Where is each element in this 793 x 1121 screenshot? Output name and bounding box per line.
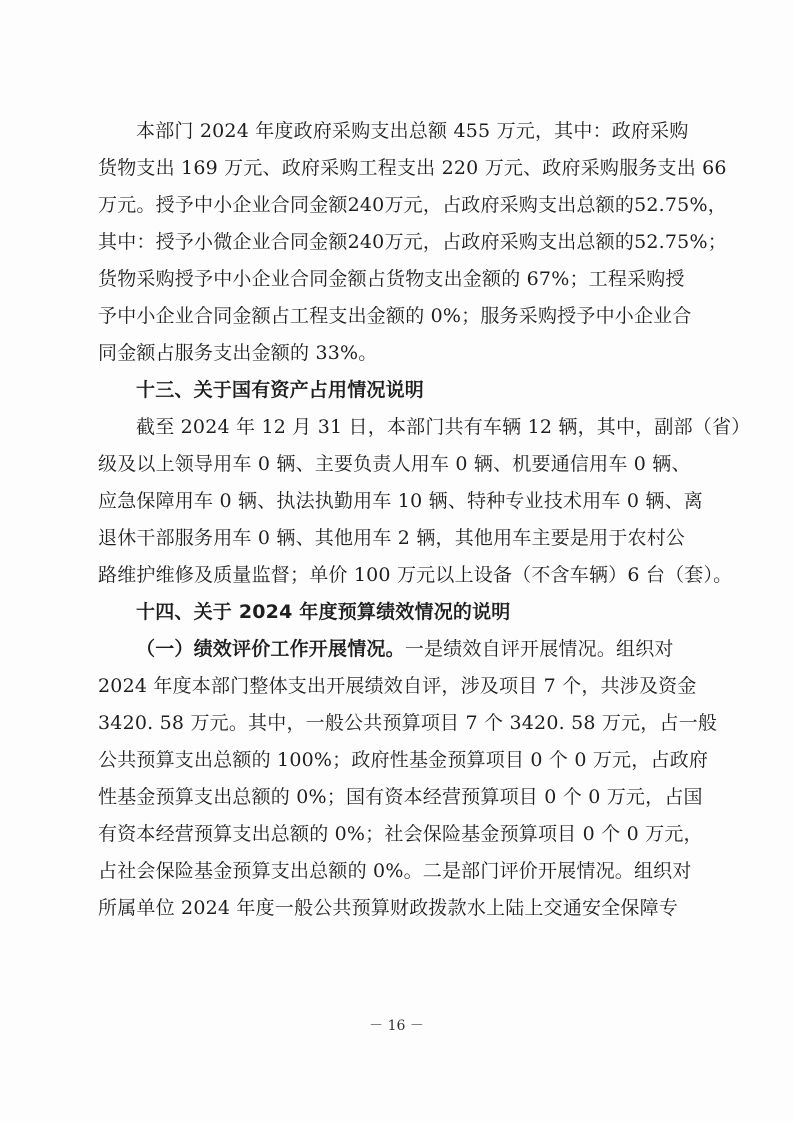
section-heading: 十三、关于国有资产占用情况说明 — [136, 379, 425, 401]
paragraph-line: 其中：授予小微企业合同金额240万元，占政府采购支出总额的52.75%； — [98, 231, 727, 253]
paragraph-line: 货物支出 169 万元、政府采购工程支出 220 万元、政府采购服务支出 66 — [98, 157, 727, 179]
paragraph-line: 同金额占服务支出金额的 33%。 — [98, 342, 378, 364]
paragraph-line: 占社会保险基金预算支出总额的 0%。二是部门评价开展情况。组织对 — [98, 860, 692, 882]
paragraph-line: 有资本经营预算支出总额的 0%；社会保险基金预算项目 0 个 0 万元， — [98, 823, 703, 845]
paragraph-line: 万元。授予中小企业合同金额240万元，占政府采购支出总额的52.75%， — [98, 194, 727, 216]
paragraph-line: 路维护维修及质量监督；单价 100 万元以上设备（不含车辆）6 台（套）。 — [98, 564, 733, 586]
paragraph-line: 截至 2024 年 12 月 31 日，本部门共有车辆 12 辆，其中，副部（省） — [136, 416, 751, 438]
paragraph-line: 所属单位 2024 年度一般公共预算财政拨款水上陆上交通安全保障专 — [98, 897, 679, 919]
paragraph-line: 3420. 58 万元。其中，一般公共预算项目 7 个 3420. 58 万元，占一般 — [98, 712, 718, 734]
paragraph-line: 性基金预算支出总额的 0%；国有资本经营预算项目 0 个 0 万元，占国 — [98, 786, 703, 808]
page-number: － 16 － — [369, 1018, 424, 1034]
paragraph-line: 公共预算支出总额的 100%；政府性基金预算项目 0 个 0 万元，占政府 — [98, 749, 709, 771]
subsection-lead: （一）绩效评价工作开展情况。 — [136, 638, 405, 660]
paragraph-text: 一是绩效自评开展情况。组织对 — [404, 638, 674, 660]
paragraph-line: 应急保障用车 0 辆、执法执勤用车 10 辆、特种专业技术用车 0 辆、离 — [98, 490, 703, 512]
paragraph-line: 2024 年度本部门整体支出开展绩效自评，涉及项目 7 个，共涉及资金 — [98, 675, 697, 697]
paragraph-line: 本部门 2024 年度政府采购支出总额 455 万元，其中：政府采购 — [136, 120, 689, 142]
paragraph-line: 货物采购授予中小企业合同金额占货物支出金额的 67%；工程采购授 — [98, 268, 685, 290]
paragraph-line: 予中小企业合同金额占工程支出金额的 0%；服务采购授予中小企业合 — [98, 305, 692, 327]
paragraph-line: 级及以上领导用车 0 辆、主要负责人用车 0 辆、机要通信用车 0 辆、 — [98, 453, 691, 475]
paragraph-line: 退休干部服务用车 0 辆、其他用车 2 辆，其他用车主要是用于农村公 — [98, 527, 686, 549]
section-heading: 十四、关于 2024 年度预算绩效情况的说明 — [136, 601, 511, 623]
paragraph-line — [136, 634, 674, 664]
